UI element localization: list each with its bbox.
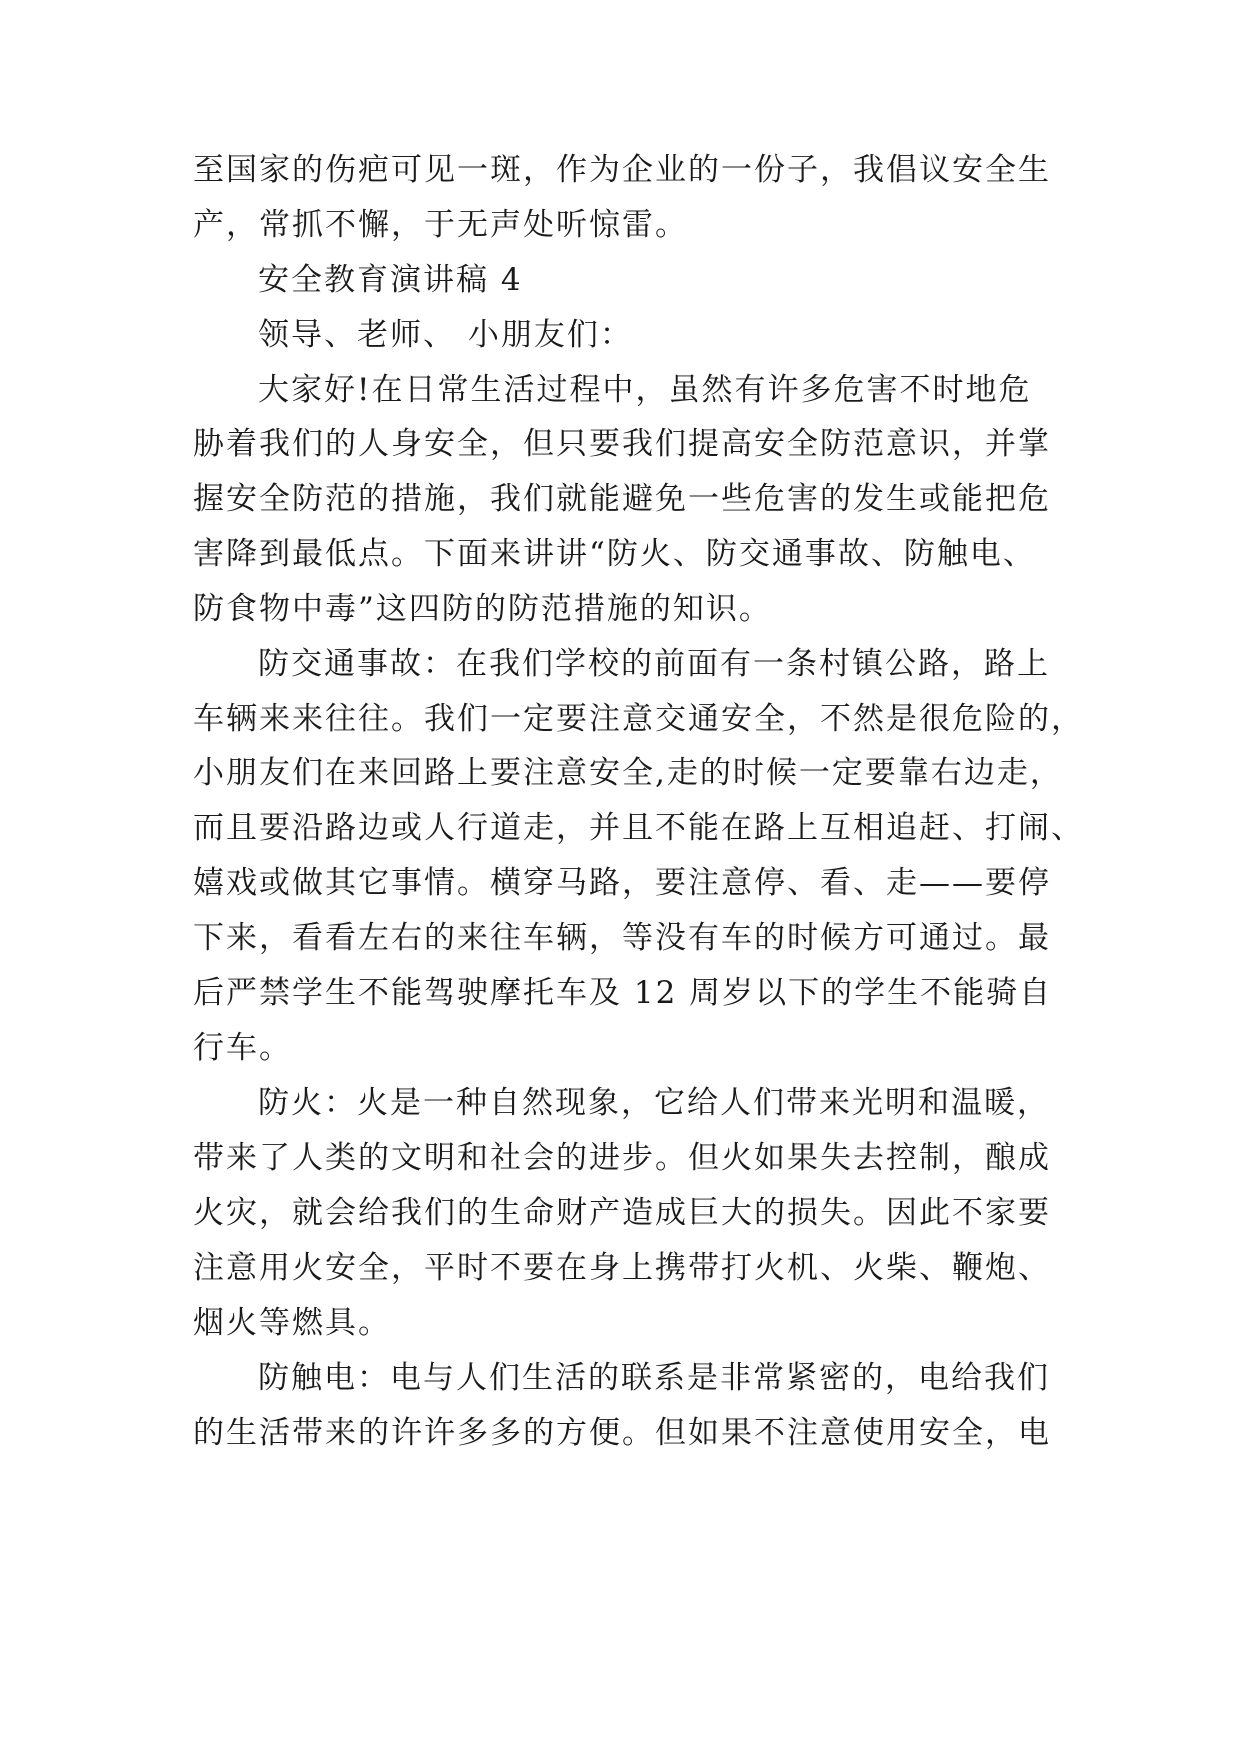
text-line: 握安全防范的措施，我们就能避免一些危害的发生或能把危 <box>193 481 1051 517</box>
text-line: 后严禁学生不能驾驶摩托车及 12 周岁以下的学生不能骑自 <box>193 975 1053 1011</box>
text-line: 的生活带来的许许多多的方便。但如果不注意使用安全，电 <box>193 1415 1051 1451</box>
text-line: 而且要沿路边或人行道走，并且不能在路上互相追赶、打闹、 <box>193 810 1084 846</box>
text-line: 害降到最低点。下面来讲讲“防火、防交通事故、防触电、 <box>193 536 1036 572</box>
text-line: 小朋友们在来回路上要注意安全,走的时候一定要靠右边走， <box>193 755 1063 791</box>
text-line: 防交通事故：在我们学校的前面有一条村镇公路，路上 <box>258 646 1050 682</box>
text-line: 胁着我们的人身安全，但只要我们提高安全防范意识，并掌 <box>193 426 1051 462</box>
text-line: 大家好!在日常生活过程中，虽然有许多危害不时地危 <box>258 372 1032 408</box>
text-line: 防火：火是一种自然现象，它给人们带来光明和温暖， <box>258 1085 1050 1121</box>
text-line: 至国家的伤疤可见一斑，作为企业的一份子，我倡议安全生 <box>193 152 1051 188</box>
text-line: 行车。 <box>193 1030 292 1066</box>
text-line: 火灾，就会给我们的生命财产造成巨大的损失。因此不家要 <box>193 1195 1051 1231</box>
text-line: 带来了人类的文明和社会的进步。但火如果失去控制，酿成 <box>193 1140 1051 1176</box>
text-line: 车辆来来往往。我们一定要注意交通安全，不然是很危险的， <box>193 701 1084 737</box>
text-line: 下来，看看左右的来往车辆，等没有车的时候方可通过。最 <box>193 920 1051 956</box>
text-line: 注意用火安全，平时不要在身上携带打火机、火柴、鞭炮、 <box>193 1250 1051 1286</box>
text-line: 烟火等燃具。 <box>193 1305 391 1341</box>
text-line: 产，常抓不懈，于无声处听惊雷。 <box>193 207 688 243</box>
text-line: 防触电：电与人们生活的联系是非常紧密的，电给我们 <box>258 1360 1050 1396</box>
salutation: 领导、老师、 小朋友们： <box>258 317 633 353</box>
text-line: 防食物中毒”这四防的防范措施的知识。 <box>193 591 772 627</box>
text-line: 嬉戏或做其它事情。横穿马路，要注意停、看、走——要停 <box>193 865 1051 901</box>
section-heading: 安全教育演讲稿 4 <box>258 262 523 298</box>
